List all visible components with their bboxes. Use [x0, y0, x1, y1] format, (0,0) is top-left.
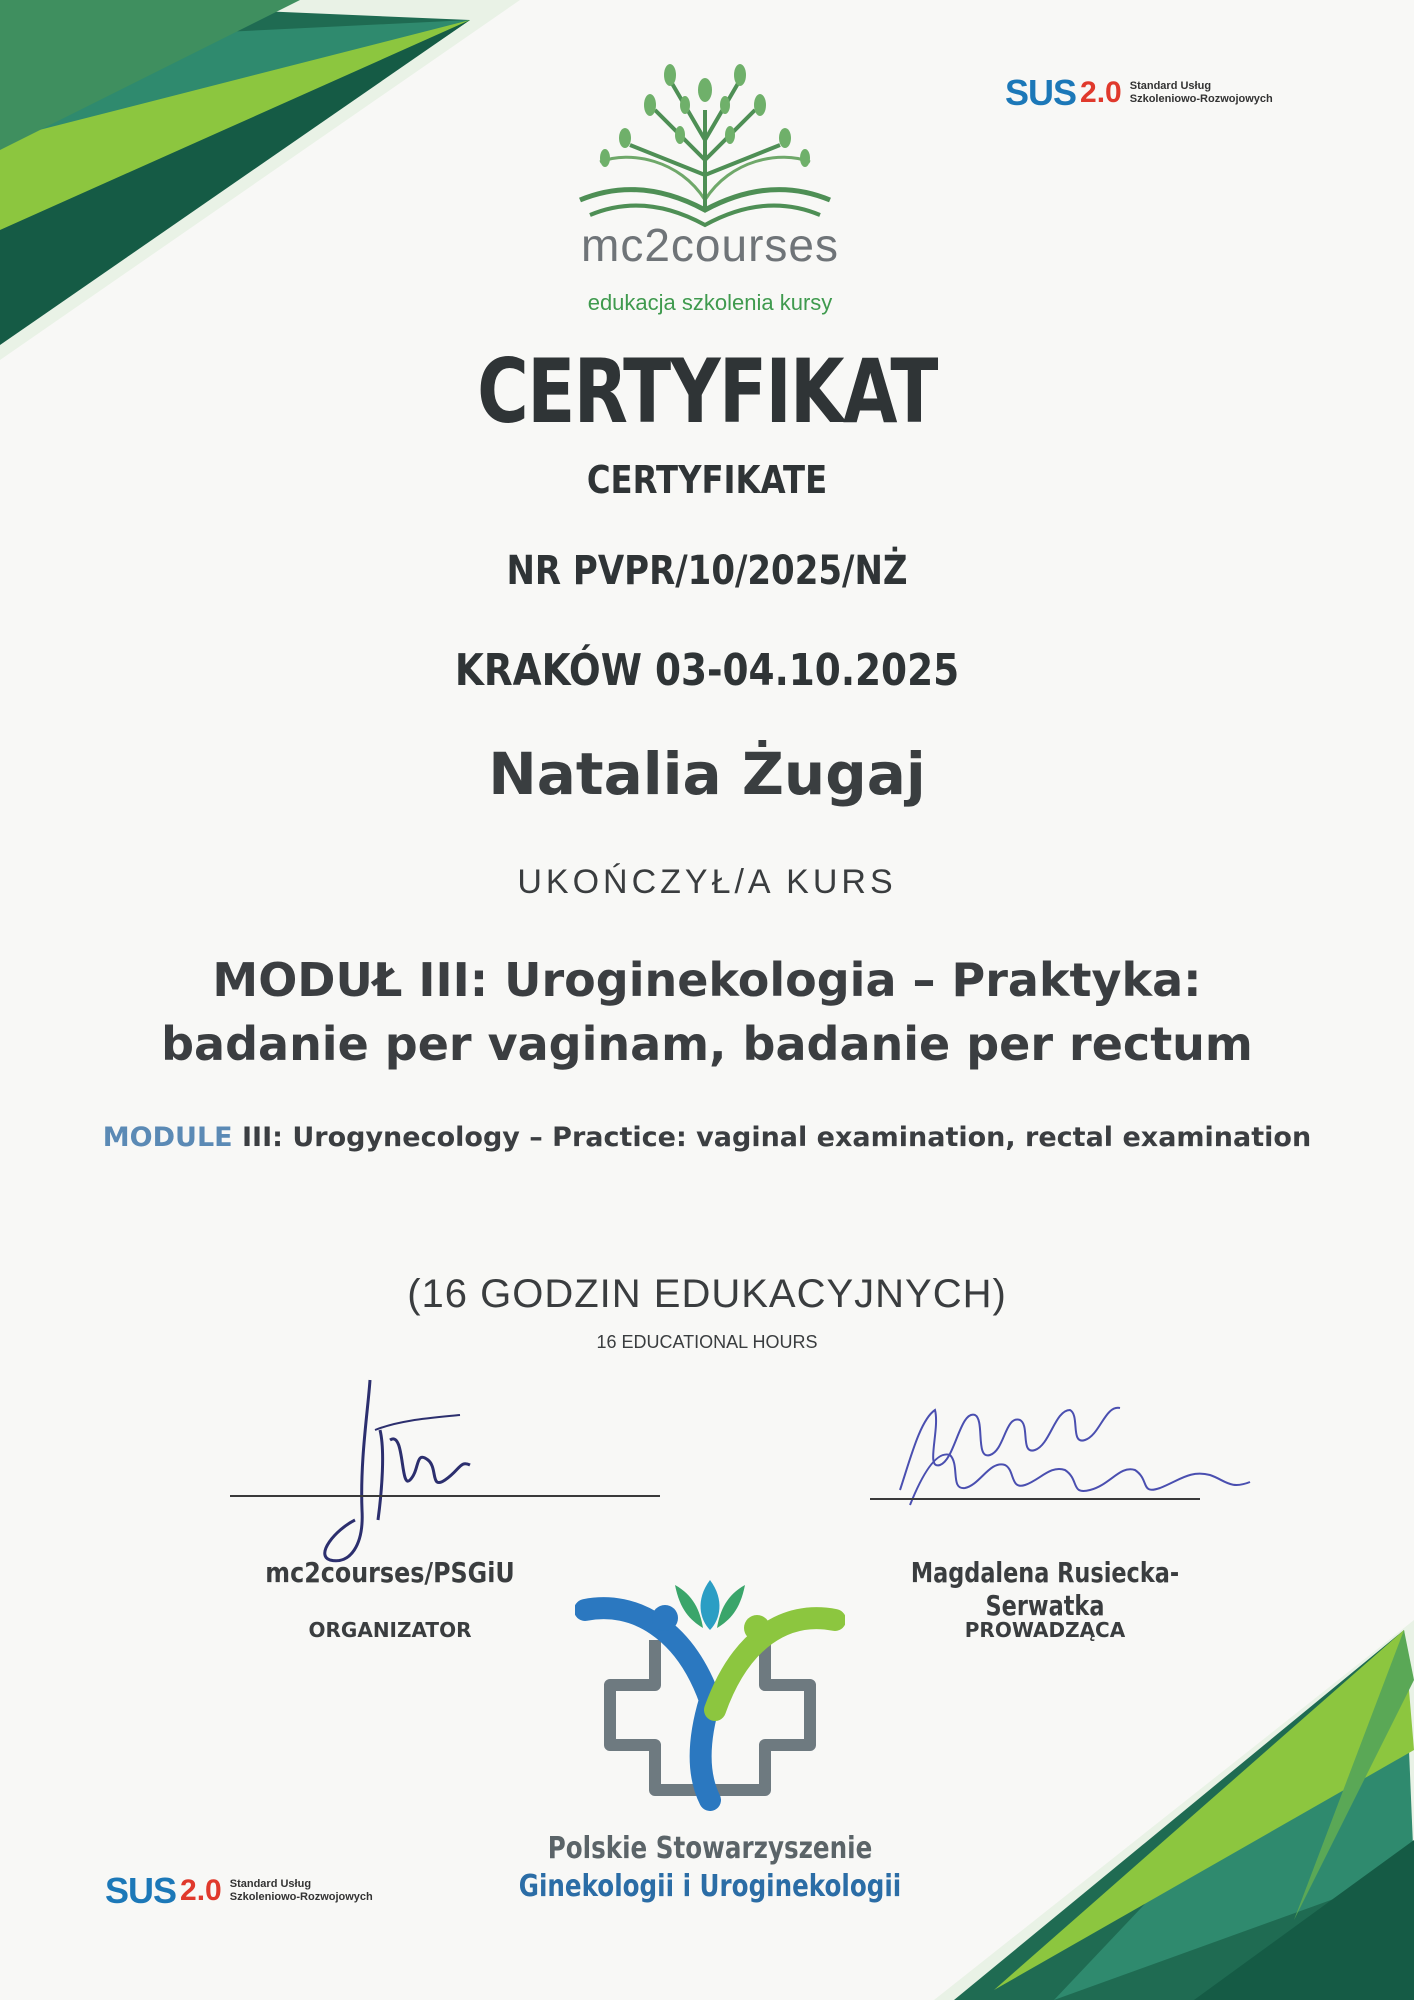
brand-name: mc2courses [581, 219, 839, 271]
certificate-subtitle: CERTYFIKATE [586, 458, 828, 502]
sus-mark-bottom: SUS [105, 1870, 177, 1911]
association-name [513, 1830, 907, 1906]
sus-text-line2: Szkoleniowo-Rozwojowych [1129, 93, 1273, 105]
sus-badge-top [1005, 72, 1273, 114]
place-date: KRAKÓW 03-04.10.2025 [454, 645, 960, 696]
module-pl-line1: MODUŁ III: Uroginekologia – Praktyka: [212, 953, 1202, 1007]
module-en-highlight: MODULE [102, 1122, 233, 1153]
sus-version: 2.0 [1080, 76, 1122, 109]
certificate-number: NR PVPR/10/2025/NŻ [506, 548, 908, 594]
sus-text-line1: Standard Usług [1129, 80, 1212, 92]
hours-pl: (16 GODZIN EDUKACYJNYCH) [407, 1272, 1007, 1316]
sus-version-bottom: 2.0 [180, 1874, 222, 1907]
module-en-rest: III: Urogynecology – Practice: vaginal examination, rectal examination [232, 1122, 1312, 1153]
sus-text-bottom-line2: Szkoleniowo-Rozwojowych [229, 1891, 373, 1903]
organizer-signature [310, 1370, 570, 1580]
organizer-signature-line [230, 1495, 660, 1497]
lead-name: Magdalena Rusiecka-Serwatka [910, 1556, 1180, 1622]
sus-badge-bottom [105, 1870, 373, 1912]
completed-text: UKOŃCZYŁ/A KURS [517, 863, 897, 901]
corner-decoration-bottom-right [934, 1620, 1414, 2000]
hours-en: 16 EDUCATIONAL HOURS [596, 1332, 818, 1352]
tree-book-logo [560, 50, 850, 240]
sus-mark: SUS [1005, 72, 1077, 113]
certificate-title: CERTYFIKAT [477, 340, 937, 443]
sus-text [1130, 80, 1273, 106]
brand-tagline: edukacja szkolenia kursy [587, 290, 833, 315]
corner-decoration-top-left [0, 0, 520, 360]
lead-role: PROWADZĄCA [964, 1618, 1126, 1642]
module-title-en [0, 1122, 1414, 1153]
association-line1: Polskie Stowarzyszenie [547, 1831, 873, 1866]
association-line2: Ginekologii i Uroginekologii [518, 1869, 902, 1904]
sus-text-bottom [230, 1878, 373, 1904]
lead-signature-line [870, 1498, 1200, 1500]
recipient-name: Natalia Żugaj [488, 740, 926, 808]
sus-text-bottom-line1: Standard Usług [229, 1878, 312, 1890]
organizer-role: ORGANIZATOR [308, 1618, 472, 1642]
module-title-pl [0, 948, 1414, 1076]
organizer-name: mc2courses/PSGiU [265, 1556, 515, 1589]
module-pl-line2: badanie per vaginam, badanie per rectum [161, 1017, 1253, 1071]
association-logo [575, 1570, 845, 1840]
